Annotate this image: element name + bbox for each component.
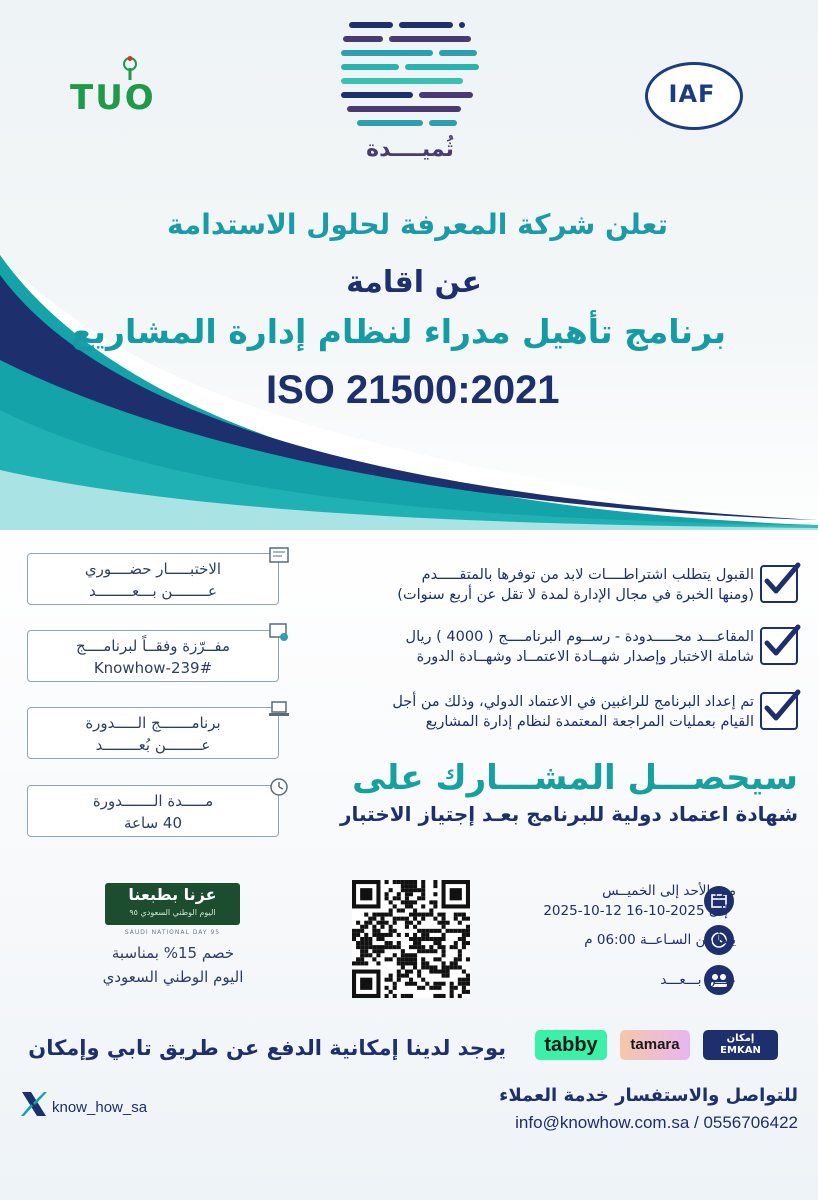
national-day-english: SAUDI NATIONAL DAY 95 xyxy=(124,929,221,936)
brand-logo xyxy=(340,15,480,165)
contact-title: للتواصل والاستفسار خدمة العملاء xyxy=(499,1085,798,1106)
requirement-item xyxy=(318,692,798,732)
requirement-item xyxy=(318,627,798,667)
schedule-time: يبدأ من السـاعــة 06:00 م xyxy=(584,932,736,948)
national-day-logo-caption: اليوم الوطني السعودي ٩٥ xyxy=(129,908,216,917)
check-icon xyxy=(760,565,798,603)
schedule-days: مـن الأحد إلى الخميــس xyxy=(602,883,736,899)
info-box-line1: الاختبـــــار حضــــوري xyxy=(84,560,222,578)
info-box-exam xyxy=(27,553,279,605)
emkan-logo-en: EMKAN xyxy=(720,1045,761,1056)
requirement-item xyxy=(318,565,798,605)
check-icon xyxy=(760,627,798,665)
payment-text: يوجد لدينا إمكانية الدفع عن طريق تابي وإمكان xyxy=(28,1036,506,1060)
partner-logo xyxy=(70,60,205,120)
laptop-icon xyxy=(268,698,290,720)
requirement-line2: شاملة الاختبار وإصدار شهــادة الاعتمــاد وشهــادة الدورة xyxy=(416,649,754,665)
info-box-duration xyxy=(27,785,279,837)
brand-logo-word: ثُميــــدة xyxy=(366,137,454,162)
headline-announcer: تعلن شركة المعرفة لحلول الاستدامة xyxy=(166,208,668,241)
info-box-program-mode xyxy=(27,707,279,759)
x-social-icon[interactable] xyxy=(18,1088,50,1120)
discount-occasion: اليوم الوطني السعودي xyxy=(102,968,244,986)
iaf-logo xyxy=(643,60,743,130)
info-box-line1: برنامـــــــج الـــــدورة xyxy=(85,714,221,732)
tamara-logo: tamara xyxy=(620,1030,690,1060)
schedule-mode: عـــن بـــعـــد xyxy=(660,972,736,988)
requirement-line2: (ومنها الخبرة في مجال الإدارة لمدة لا تقل عن أربع سنوات) xyxy=(397,587,754,603)
headline-iso: ISO 21500:2021 xyxy=(266,368,560,412)
info-box-line1: مفــرّزة وفقــاً لبرنامــــج xyxy=(75,637,231,655)
schedule-dates: 2025-10-12 إلى 2025-10-16 xyxy=(543,903,728,919)
qr-code[interactable] xyxy=(352,880,470,998)
emkan-logo-ar: إمكان xyxy=(726,1033,755,1044)
discount-text: خصم 15% بمناسبة xyxy=(111,944,235,962)
info-box-line2: عــــــــن بـــعــــــــد xyxy=(89,582,217,600)
participant-heading: سيحصـــل المشـــارك على xyxy=(352,758,798,798)
info-box-line2: Knowhow-239# xyxy=(93,659,213,677)
partner-logo-text: TUO xyxy=(70,78,156,118)
social-handle[interactable]: know_how_sa xyxy=(52,1099,148,1116)
headline-about: عن اقامة xyxy=(346,265,482,300)
headline-program: برنامج تأهيل مدراء لنظام إدارة المشاريع xyxy=(71,312,726,351)
tabby-logo: tabby xyxy=(535,1030,607,1060)
requirement-line1: القبول يتطلب اشتراطــــات لابد من توفرها بالمتقـــــدم xyxy=(421,567,754,583)
info-box-line2: عــــــــن بُعــــــــد xyxy=(95,736,211,754)
contact-email-phone[interactable]: info@knowhow.com.sa / 0556706422 xyxy=(515,1113,798,1132)
emkan-logo xyxy=(703,1030,778,1060)
info-box-line1: مـــــدة الـــــــدورة xyxy=(92,792,214,810)
requirement-line1: المقاعـــد محـــــدودة - رســوم البرنامــــج ( 4000 ) ريال xyxy=(405,629,754,645)
requirement-line1: تم إعداد البرنامج للراغبين في الاعتماد الدولي، وذلك من أجل xyxy=(392,694,754,710)
info-box-accreditation xyxy=(27,630,279,682)
brand-mark-icon xyxy=(340,15,480,135)
national-day-logo xyxy=(105,883,240,925)
iaf-logo-text: IAF xyxy=(668,80,716,108)
participant-certificate: شهادة اعتماد دولية للبرنامج بعـد إجتياز الاختبار xyxy=(339,802,798,826)
info-box-line2: 40 ساعة xyxy=(124,814,182,832)
exam-icon xyxy=(268,544,290,566)
clock-icon xyxy=(268,776,290,798)
national-day-logo-title: عزنا بطبعنا xyxy=(128,885,217,904)
certificate-icon xyxy=(268,621,290,643)
check-icon xyxy=(760,692,798,730)
requirement-line2: القيام بعمليات المراجعة المعتمدة لنظام إدارة المشاريع xyxy=(425,714,754,730)
